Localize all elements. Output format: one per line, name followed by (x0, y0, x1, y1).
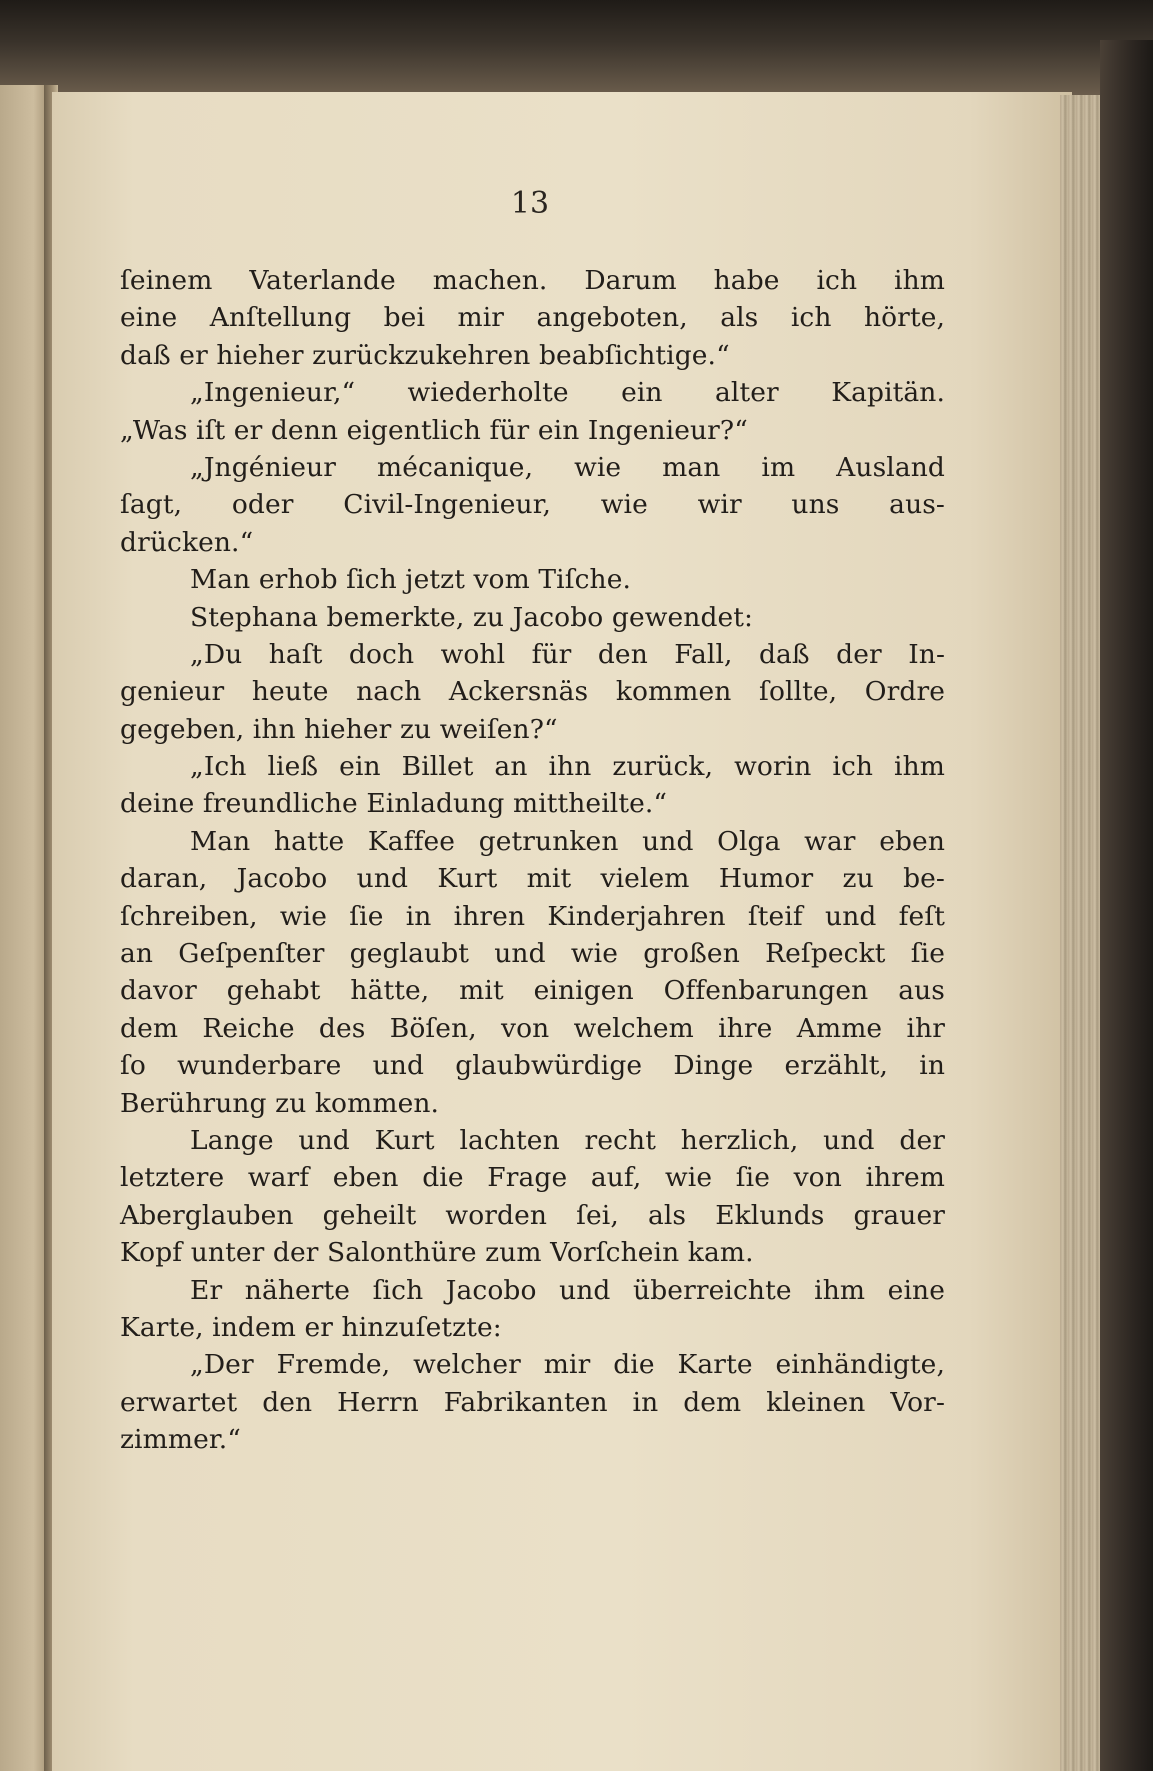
text-line: drücken.“ (120, 526, 254, 558)
text-line: „Jngénieur mécanique, wie man im Ausland (190, 451, 945, 483)
text-line: daran, Jacobo und Kurt mit vielem Humor zu be- (120, 863, 945, 895)
text-line: ſagt, oder Civil-Ingenieur, wie wir uns aus- (120, 489, 945, 521)
text-line: Kopf unter der Salonthüre zum Vorſchein kam. (120, 1237, 754, 1269)
text-line: Stephana bemerkte, zu Jacobo gewendet: (190, 601, 754, 633)
book-cover-edge (1100, 40, 1153, 1771)
text-line: „Ich ließ ein Billet an ihn zurück, worin ich ihm (190, 751, 945, 783)
text-line: ſo wunderbare und glaubwürdige Dinge erzählt, in (120, 1050, 945, 1082)
text-line: daß er hieher zurückzukehren beabſichtige.“ (120, 339, 730, 371)
text-line: davor gehabt hätte, mit einigen Offenbarungen aus (120, 975, 945, 1007)
text-line: erwartet den Herrn Fabrikanten in dem kleinen Vor- (120, 1386, 945, 1418)
text-line: ſeinem Vaterlande machen. Darum habe ich ihm (120, 265, 945, 296)
text-line: Man hatte Kaffee getrunken und Olga war eben (190, 825, 945, 857)
text-line: ſchreiben, wie ſie in ihren Kinderjahren ſteif und feſt (120, 900, 945, 932)
text-line: gegeben, ihn hieher zu weiſen?“ (120, 713, 558, 745)
text-line: zimmer.“ (120, 1424, 241, 1456)
text-line: eine Anſtellung bei mir angeboten, als ich hörte, (120, 302, 945, 334)
text-line: „Der Fremde, welcher mir die Karte einhändigte, (190, 1349, 945, 1381)
left-page-edge (0, 85, 48, 1771)
text-line: genieur heute nach Ackersnäs kommen ſollte, Ordre (120, 676, 945, 708)
text-line: an Geſpenſter geglaubt und wie großen Reſpeckt ſie (120, 938, 945, 970)
page-stack-edges (1060, 95, 1105, 1771)
text-line: deine freundliche Einladung mittheilte.“ (120, 788, 668, 820)
page-number: 13 (510, 186, 550, 221)
body-text (120, 262, 945, 1459)
text-line: letztere warf eben die Frage auf, wie ſie von ihrem (120, 1162, 945, 1194)
text-line: „Du haſt doch wohl für den Fall, daß der In- (190, 638, 945, 670)
text-line: Er näherte ſich Jacobo und überreichte ihm eine (190, 1274, 945, 1306)
text-line: Lange und Kurt lachten recht herzlich, und der (190, 1124, 945, 1156)
text-line: „Was iſt er denn eigentlich für ein Ingenieur?“ (120, 414, 748, 446)
book-top-edge (0, 0, 1153, 95)
text-line: Man erhob ſich jetzt vom Tiſche. (190, 564, 632, 596)
text-line: „Ingenieur,“ wiederholte ein alter Kapitän. (190, 377, 945, 409)
text-line: dem Reiche des Böſen, von welchem ihre Amme ihr (120, 1012, 945, 1044)
text-line: Aberglauben geheilt worden ſei, als Eklunds grauer (120, 1199, 945, 1231)
text-line: Berührung zu kommen. (120, 1087, 440, 1119)
text-line: Karte, indem er hinzuſetzte: (120, 1311, 502, 1343)
